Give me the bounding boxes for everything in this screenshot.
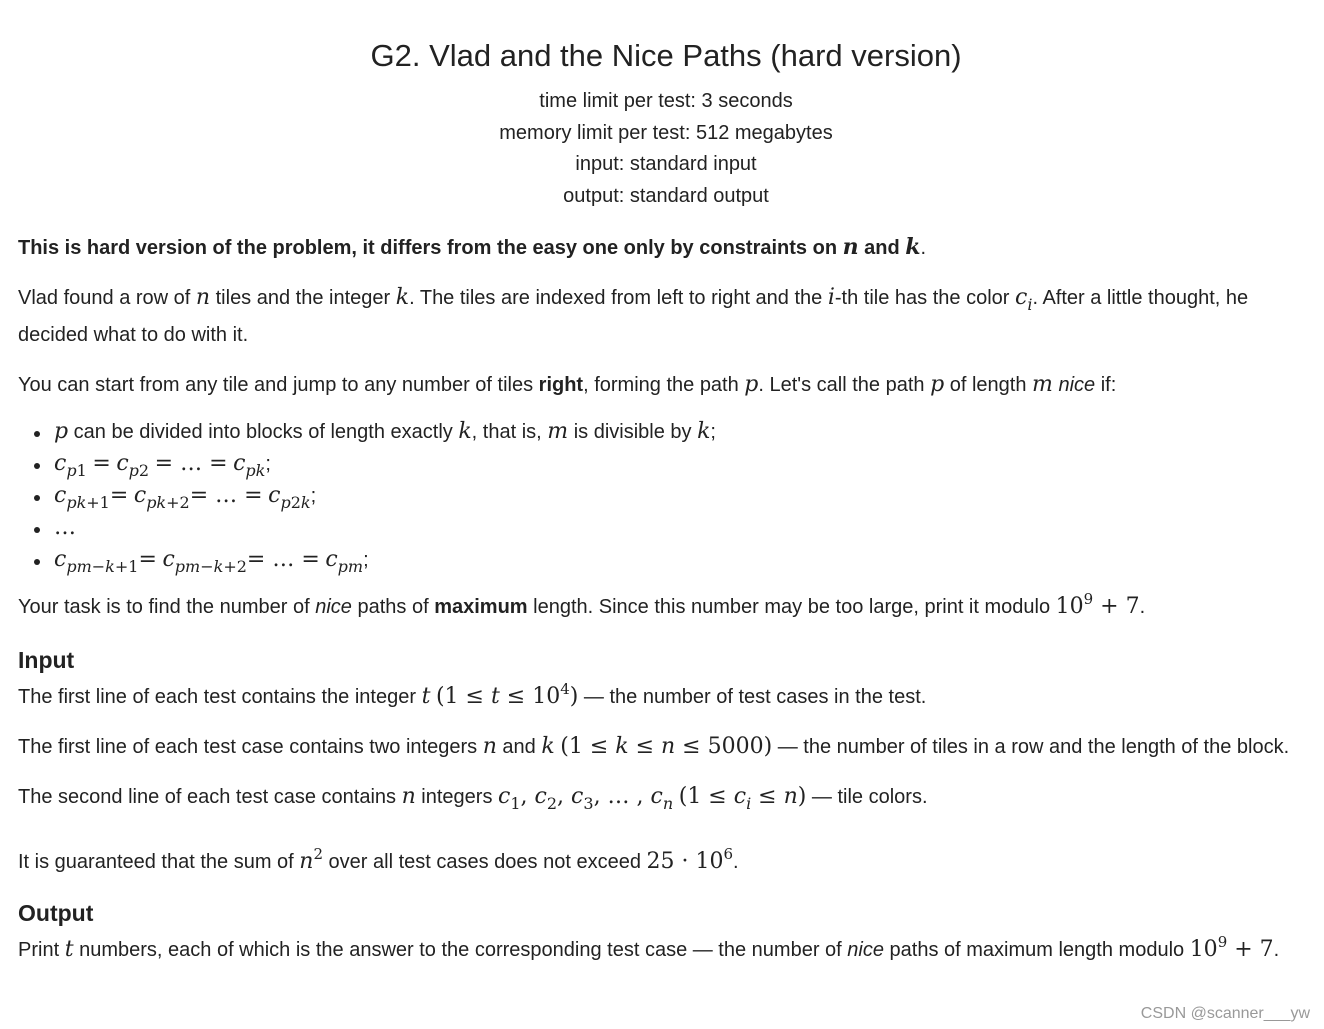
list-item: $c_{p1} = c_{p2}$ = … = $c_{pk}$;: [18, 448, 1318, 480]
task-paragraph: Your task is to find the number of nice paths of maximum length. Since this number may be too large, print it modulo $10^9 + 7$.: [18, 590, 1146, 619]
time-limit: time limit per test: 3 seconds: [539, 90, 793, 112]
intro-paragraph: Vlad found a row of n tiles and the integer k. The tiles are indexed from left to right and the i-th tile has the color $c_i$. After a little thought, he decided what to do with it.: [18, 285, 1249, 346]
csdn-watermark: CSDN @scanner___yw: [1140, 1005, 1310, 1022]
list-item: p can be divided into blocks of length exactly k, that is, m is divisible by k;: [18, 416, 1318, 448]
list-item: …: [18, 512, 1318, 544]
problem-statement: [18, 0, 1318, 965]
output-line-1: Print t numbers, each of which is the answer to the corresponding test case — the number of nice paths of maximum length modulo $10^9 + 7$.: [18, 933, 1280, 962]
limits-block: [18, 86, 1314, 212]
output-spec: output: standard output: [563, 184, 769, 207]
input-spec: input: standard input: [575, 153, 757, 175]
input-section: [18, 646, 1318, 877]
hard-version-note: This is hard version of the problem, it differs from the easy one only by constraints on n and k.: [18, 234, 927, 260]
list-item: $c_{pm-k+1}= c_{pm-k+2}=$ … = $c_{pm}$;: [18, 544, 1318, 576]
problem-title: G2. Vlad and the Nice Paths (hard version): [370, 38, 962, 73]
output-heading: Output: [18, 900, 94, 926]
memory-limit: memory limit per test: 512 megabytes: [499, 121, 833, 144]
path-definition: You can start from any tile and jump to any number of tiles right, forming the path p. Let's call the path p of length m nice if:: [18, 372, 1117, 397]
conditions-list: [18, 416, 1318, 576]
input-line-3: The second line of each test case contains n integers $c_1$, $c_2$, $c_3$, … , $c_n$ $(1 \le c_i \le n)$ — tile colors.: [18, 784, 928, 813]
input-heading: Input: [18, 647, 75, 673]
input-line-1: The first line of each test contains the integer t $(1 \le t \le 10^4)$ — the number of test cases in the test.: [18, 680, 927, 709]
output-section: [18, 899, 1318, 965]
input-line-2: The first line of each test case contains two integers n and k (1 ≤ k ≤ n ≤ 5000) — the number of tiles in a row and the length of the block.: [18, 734, 1290, 759]
list-item: $c_{pk+1}= c_{pk+2}=$ … = $c_{p2k}$;: [18, 480, 1318, 512]
input-line-4: It is guaranteed that the sum of $n^2$ over all test cases does not exceed $25 \cdot 10^6$.: [18, 845, 739, 874]
